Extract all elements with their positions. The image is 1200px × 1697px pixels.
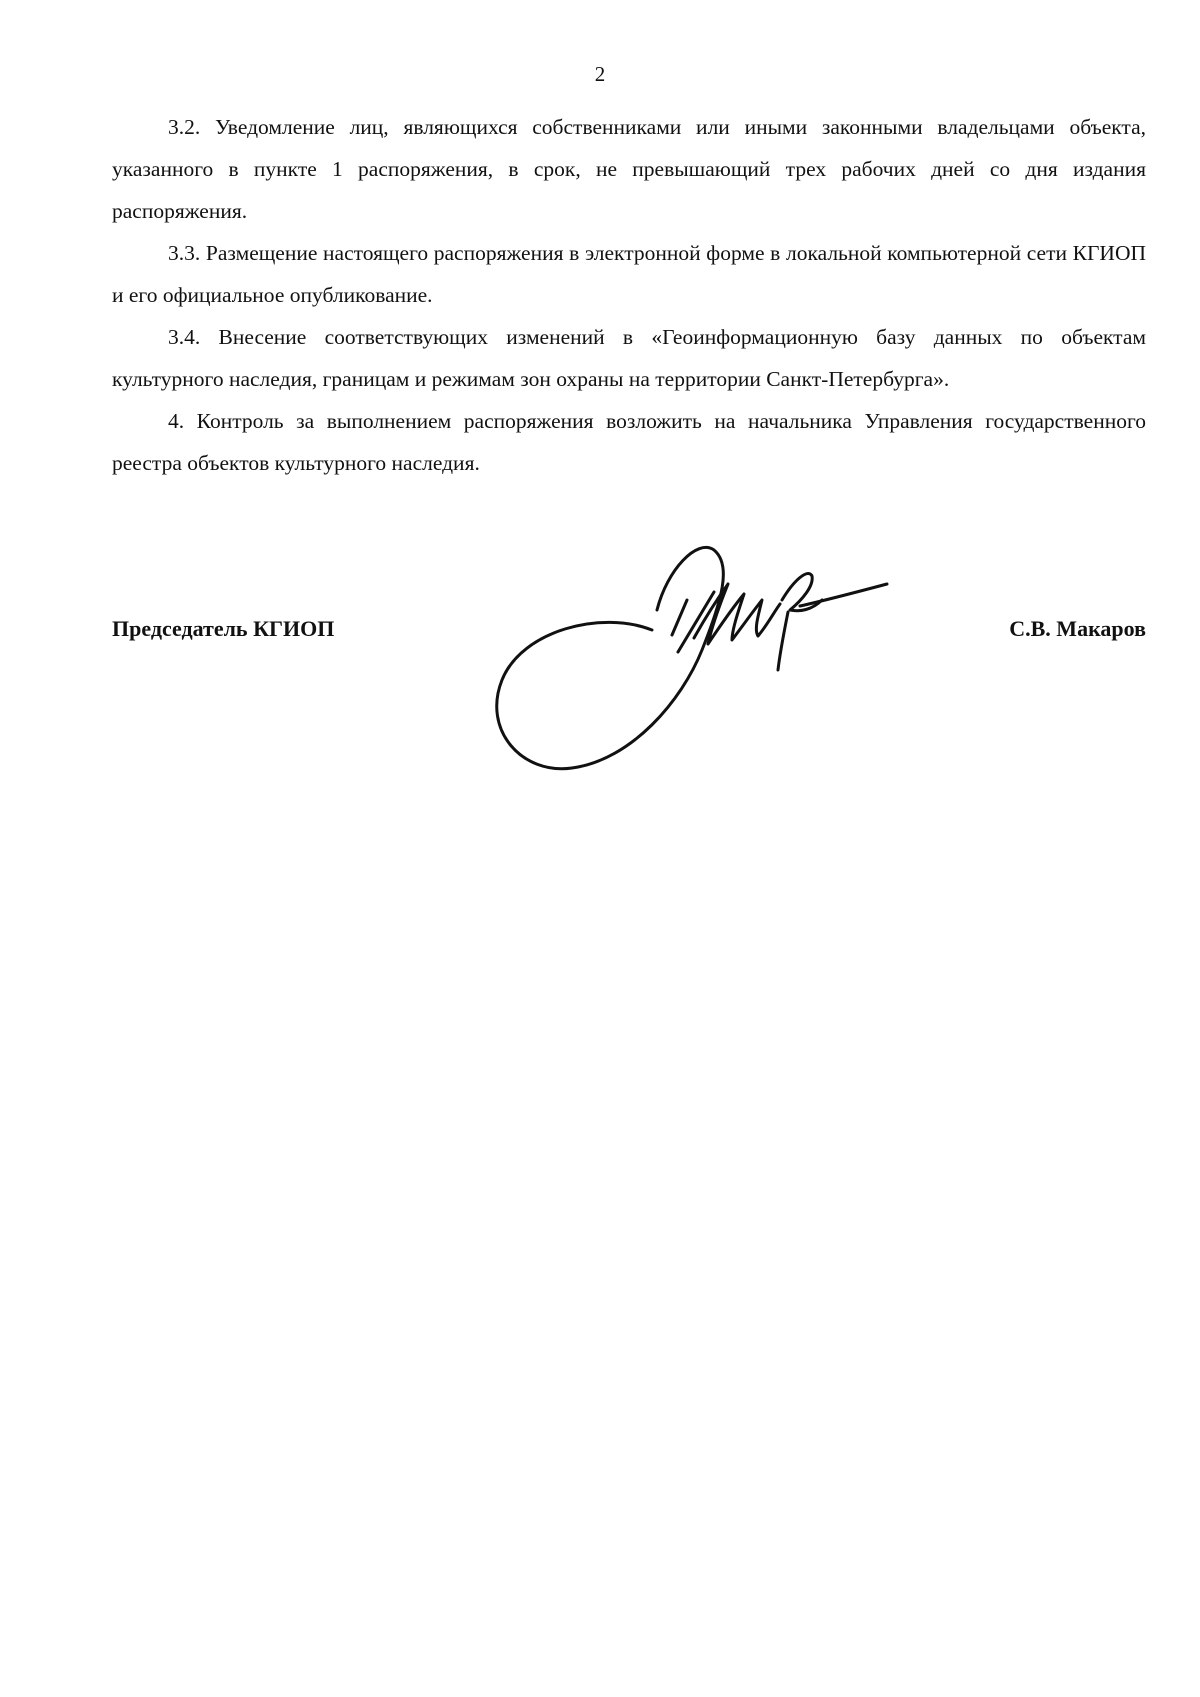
signer-position: Председатель КГИОП xyxy=(112,616,335,641)
paragraph-3-4: 3.4. Внесение соответствующих изменений в «Геоинформационную базу данных по объектам культурного наследия, границам и режимам зон охраны на территории Санкт-Петербурга». xyxy=(112,325,1146,391)
paragraph-3-3: 3.3. Размещение настоящего распоряжения в электронной форме в локальной компьютерной сети КГИОП и его официальное опубликование. xyxy=(112,241,1146,307)
paragraph-4: 4. Контроль за выполнением распоряжения возложить на начальника Управления государственного реестра объектов культурного наследия. xyxy=(112,409,1146,475)
signature-block xyxy=(112,540,1146,800)
handwritten-signature xyxy=(482,540,902,780)
paragraph-3-2: 3.2. Уведомление лиц, являющихся собственниками или иными законными владельцами объекта, указанного в пункте 1 распоряжения, в срок, не превышающий трех рабочих дней со дня издания распоряжения. xyxy=(112,115,1146,223)
document-body xyxy=(112,106,1146,484)
page-number: 2 xyxy=(594,62,606,86)
signer-name: С.В. Макаров xyxy=(1009,616,1146,641)
